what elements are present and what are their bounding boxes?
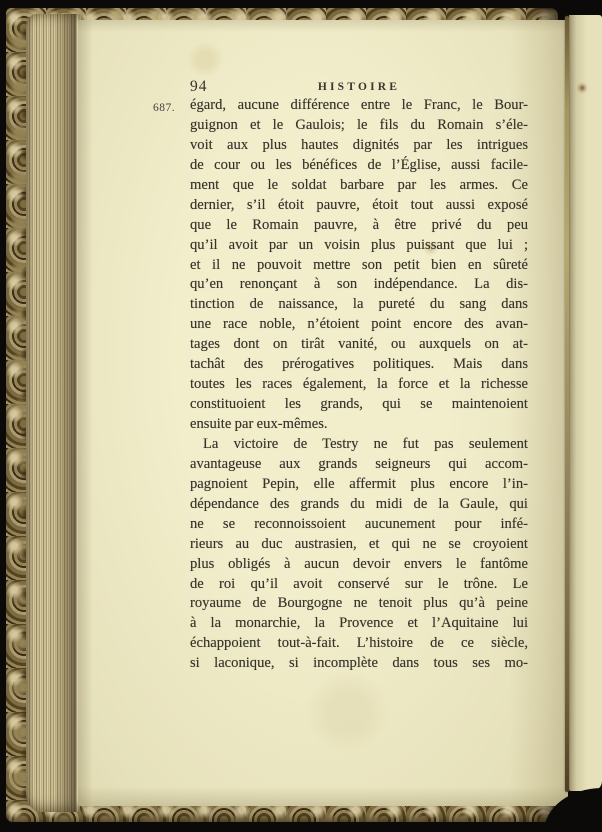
text-line: égard, aucune différence entre le Franc, le Bour- (190, 97, 528, 113)
text-line: toutes les races également, la force et la richesse (190, 376, 528, 393)
text-line: tinction de naissance, la pureté du sang dans (190, 296, 528, 313)
text-line: royaume de Bourgogne ne tenoit plus qu’à peine (190, 595, 528, 612)
text-line: échappoient tout-à-fait. L’histoire de ce siècle, (190, 635, 528, 652)
text-line: si laconique, si incomplète dans tous ses mo- (190, 655, 528, 672)
text-line: tages dont on tirât vanité, ou auxquels on at- (190, 336, 528, 353)
text-line: ne se reconnoissoient aucunement pour infé- (190, 515, 528, 532)
text-line: de roi qu’il avoit conservé sur le trône. Le (190, 575, 528, 592)
text-line: voit aux plus hautes dignités par les intrigues (190, 136, 528, 153)
body-text (190, 96, 528, 674)
text-line: plus obligés à aucun devoir envers le fantôme (190, 555, 528, 572)
text-line: dépendance des grands du midi de la Gaule, qui (190, 495, 528, 512)
text-line: ment que le soldat barbare par les armes. Ce (190, 176, 528, 193)
text-line: à la monarchie, la Provence et l’Aquitaine lui (190, 615, 528, 632)
text-line: dernier, s’il étoit pauvre, étoit tout aussi exposé (190, 196, 528, 213)
text-line: constituoient les grands, qui se maintenoient (190, 396, 528, 413)
text-line: qu’en renonçant à son indépendance. La dis- (190, 276, 528, 293)
text-line: une race noble, n’étoient point encore des avan- (190, 316, 528, 333)
text-line: La victoire de Testry ne fut pas seulement (203, 435, 528, 452)
text-line: avantageuse aux grands seigneurs qui accom- (190, 455, 528, 472)
text-line: pagnoient Pepin, elle affermit plus encore l’in- (190, 475, 528, 492)
page-header (190, 78, 528, 98)
page-edges-stack (26, 14, 80, 812)
text-line: tachât des prérogatives politiques. Mais dans (190, 356, 528, 373)
text-line: que le Romain pauvre, à être privé du peu (190, 216, 528, 233)
book-page (78, 20, 568, 806)
text-line: qu’il avoit par un voisin plus puissant que lui ; (190, 236, 528, 253)
text-line: de cour ou les bénéfices de l’Église, aussi facile- (190, 156, 528, 173)
text-line: rieurs au duc austrasien, et qui ne se croyoient (190, 535, 528, 552)
text-line: ensuite par eux-mêmes. (190, 416, 328, 432)
page-number: 94 (190, 78, 208, 95)
text-line: guignon et le Gaulois; le fils du Romain s’éle- (190, 116, 528, 133)
running-title: HISTOIRE (317, 81, 401, 93)
gutter-crease (565, 16, 569, 792)
text-line: et il ne pouvoit mettre son petit bien en sûreté (190, 256, 528, 273)
margin-note-year: 687. (153, 102, 176, 114)
facing-page-edge (569, 15, 602, 791)
